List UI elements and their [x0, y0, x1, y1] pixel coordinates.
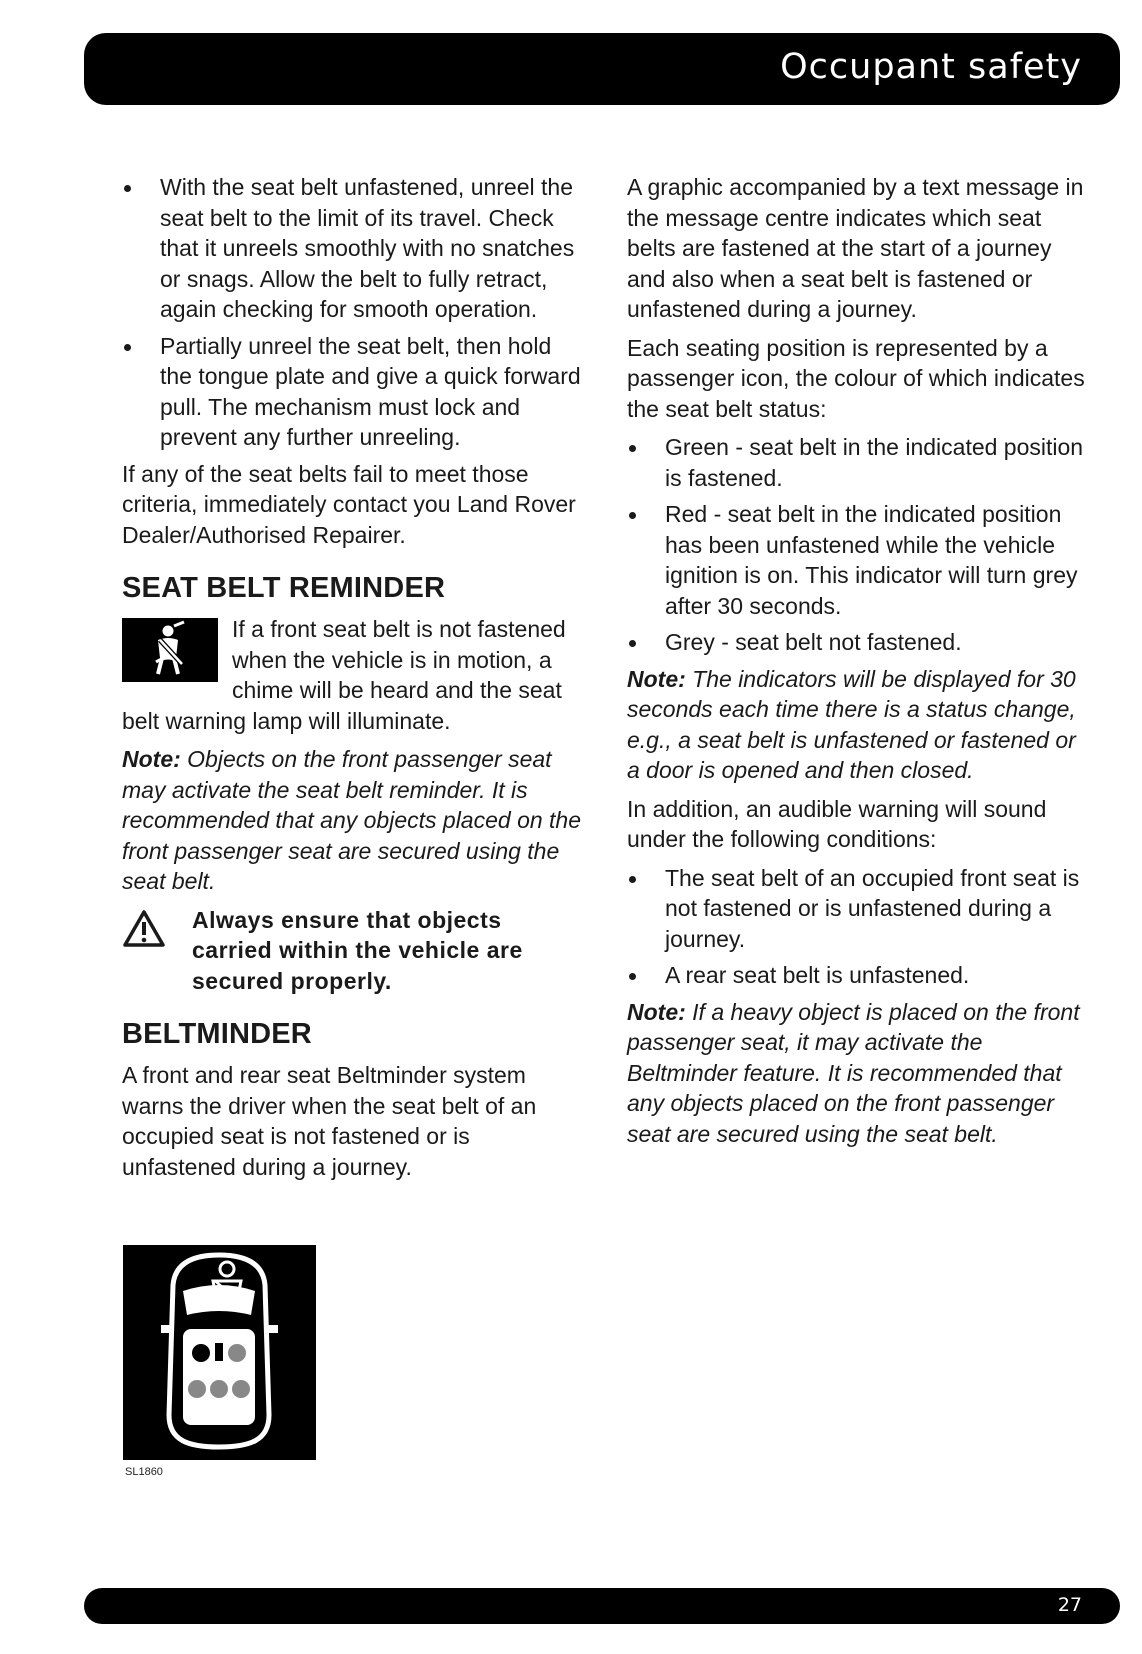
- warning-block: [122, 905, 584, 997]
- left-column: [122, 172, 584, 1190]
- indicators-note: [627, 664, 1087, 786]
- criteria-paragraph: If any of the seat belts fail to meet those criteria, immediately contact you Land Rover Dealer/Authorised Repairer.: [122, 460, 576, 548]
- seating-paragraph: Each seating position is represented by a passenger icon, the colour of which indicates the seat belt status:: [627, 334, 1085, 422]
- list-item: Green - seat belt in the indicated position is fastened.: [627, 432, 1087, 493]
- note-label: Note:: [122, 746, 181, 772]
- reminder-text: If a front seat belt is not fastened when the vehicle is in motion, a chime will be heard and the seat belt warning lamp will illuminate.: [122, 616, 566, 734]
- graphic-paragraph: A graphic accompanied by a text message in the message centre indicates which seat belts are fastened at the start of a journey and also when a seat belt is fastened or unfastened during a journey.: [627, 174, 1084, 322]
- header-bar: [84, 33, 1120, 105]
- condition-bullets: [627, 863, 1087, 991]
- status-bullets: [627, 432, 1087, 658]
- note-text: The indicators will be displayed for 30 seconds each time there is a status change, e.g., a seat belt is unfastened or fastened or a door is opened and then closed.: [627, 665, 1076, 783]
- seat-belt-warning-icon: [122, 618, 218, 682]
- reminder-note: [122, 744, 584, 897]
- warning-text: Always ensure that objects carried within the vehicle are secured properly.: [192, 906, 523, 994]
- list-item: Red - seat belt in the indicated position has been unfastened while the vehicle ignition is on. This indicator will turn grey after 30 seconds.: [627, 499, 1087, 621]
- list-item: With the seat belt unfastened, unreel the seat belt to the limit of its travel. Check that it unreels smoothly with no snatches or snags. Allow the belt to fully retract, again checking for smooth operation.: [122, 172, 584, 325]
- note-text: If a heavy object is placed on the front passenger seat, it may activate the Beltminder feature. It is recommended that any objects placed on the front passenger seat are secured using the seat belt.: [627, 998, 1080, 1147]
- footer-bar: [84, 1588, 1120, 1624]
- note-text: Objects on the front passenger seat may activate the seat belt reminder. It is recommended that any objects placed on the front passenger seat are secured using the seat belt.: [122, 746, 582, 894]
- page-number: 27: [1057, 1594, 1082, 1616]
- seat-belt-reminder-heading: SEAT BELT REMINDER: [122, 572, 446, 604]
- seat-belt-reminder-block: [122, 614, 584, 736]
- beltminder-vehicle-graphic: [123, 1245, 316, 1460]
- page-title: Occupant safety: [780, 47, 1082, 87]
- figure-caption: SL1860: [125, 1466, 163, 1478]
- list-item: The seat belt of an occupied front seat is not fastened or is unfastened during a journey.: [627, 863, 1087, 955]
- beltminder-note: [627, 997, 1087, 1150]
- note-label: Note:: [627, 665, 686, 692]
- note-label: Note:: [627, 998, 686, 1025]
- beltminder-text: A front and rear seat Beltminder system warns the driver when the seat belt of an occupied seat is not fastened or is unfastened during a journey.: [122, 1062, 537, 1180]
- list-item: Partially unreel the seat belt, then hold the tongue plate and give a quick forward pull. The mechanism must lock and prevent any further unreeling.: [122, 331, 584, 453]
- list-item: A rear seat belt is unfastened.: [627, 960, 1087, 991]
- warning-triangle-icon: [122, 909, 166, 949]
- check-bullets: [122, 172, 584, 453]
- audible-warning-paragraph: In addition, an audible warning will sound under the following conditions:: [627, 795, 1047, 852]
- list-item: Grey - seat belt not fastened.: [627, 627, 1087, 658]
- beltminder-heading: BELTMINDER: [122, 1018, 312, 1050]
- right-column: [627, 172, 1087, 1157]
